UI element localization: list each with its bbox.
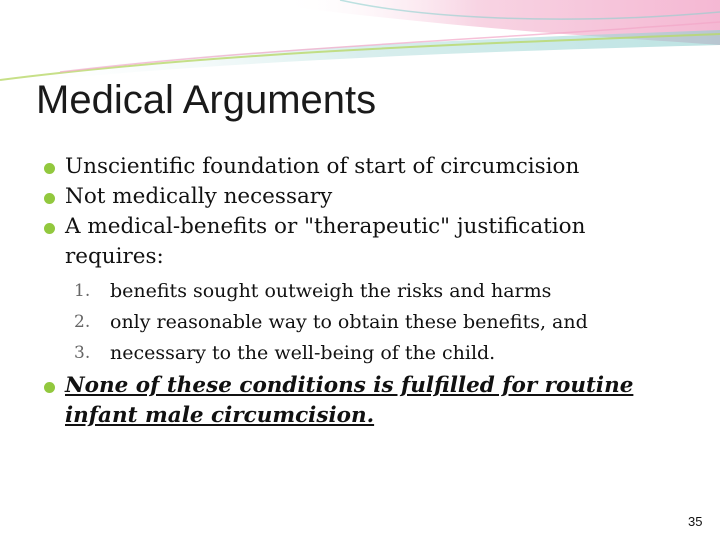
item-number: 2. (74, 312, 91, 332)
bullet-text-continuation: requires: (65, 244, 164, 269)
item-number: 1. (74, 281, 91, 301)
bullet-dot-icon (44, 223, 55, 234)
bullet-dot-icon (44, 193, 55, 204)
slide-title: Medical Arguments (36, 78, 377, 122)
bullet-dot-icon (44, 163, 55, 174)
slide-content (44, 152, 684, 431)
conclusion-text: None of these conditions is fulfilled for routine (65, 373, 634, 398)
item-number: 3. (74, 343, 91, 363)
conclusion-text-line2: infant male circumcision. (65, 403, 375, 428)
numbered-item (44, 307, 684, 338)
bullet-text: A medical-benefits or "therapeutic" justification (65, 214, 586, 239)
item-text: only reasonable way to obtain these benefits, and (110, 311, 588, 333)
bullet-text: Unscientific foundation of start of circumcision (65, 154, 580, 179)
item-text: necessary to the well-being of the child. (110, 342, 496, 364)
bullet-item (44, 182, 684, 212)
bullet-text: Not medically necessary (65, 184, 333, 209)
bullet-dot-icon (44, 382, 55, 393)
bullet-item (44, 212, 684, 242)
numbered-item (44, 276, 684, 307)
bullet-item (44, 152, 684, 182)
conclusion-continuation (44, 401, 684, 431)
conclusion-bullet (44, 371, 684, 401)
numbered-item (44, 338, 684, 369)
item-text: benefits sought outweigh the risks and harms (110, 280, 552, 302)
page-number: 35 (688, 514, 703, 529)
